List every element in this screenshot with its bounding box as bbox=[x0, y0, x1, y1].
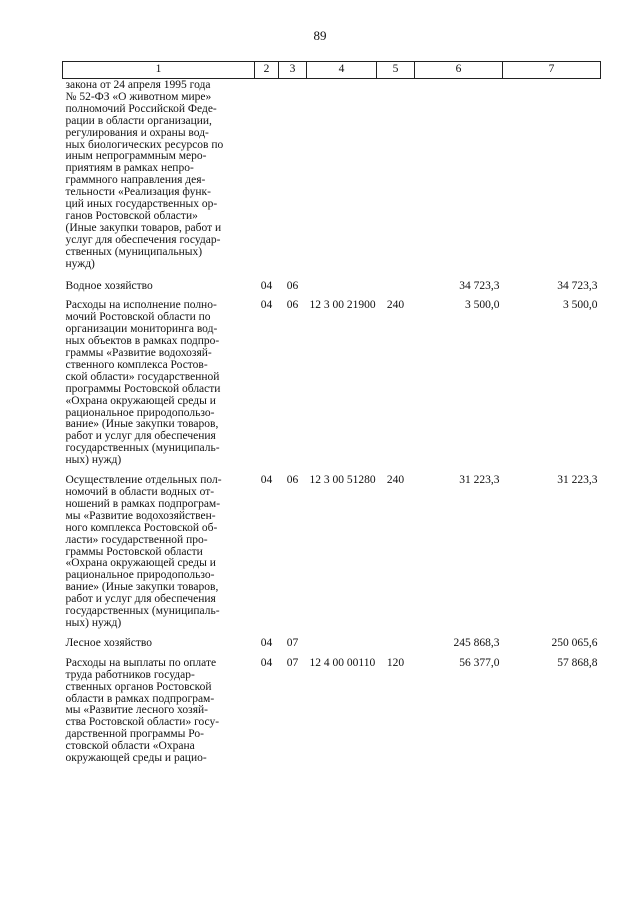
expense-type-code bbox=[377, 79, 415, 277]
description-line: стовской области «Охрана bbox=[65, 740, 195, 753]
target-article-code: 12 3 00 51280 bbox=[309, 474, 376, 487]
description-line: труда работников государ- bbox=[65, 668, 195, 681]
description-line: дарственной программы Ро- bbox=[65, 728, 204, 741]
column-header-2: 2 bbox=[255, 62, 279, 79]
description-line: закона от 24 апреля 1995 года bbox=[65, 79, 211, 91]
description-line: окружающей среды и рацио- bbox=[65, 752, 207, 765]
description-line: ных биологических ресурсов по bbox=[65, 138, 224, 151]
subsection-code: 06 bbox=[286, 474, 299, 487]
description-line: вание» (Иные закупки товаров, bbox=[65, 418, 219, 431]
page-number: 89 bbox=[313, 28, 327, 43]
description-line: мы «Развитие лесного хозяй- bbox=[65, 704, 208, 717]
row-description bbox=[63, 471, 255, 634]
description-line: Осуществление отдельных пол- bbox=[65, 474, 222, 487]
description-line: ных) нужд) bbox=[65, 454, 122, 467]
table-row bbox=[63, 654, 601, 765]
description-line: полномочий Российской Феде- bbox=[65, 102, 217, 115]
table-row bbox=[63, 296, 601, 471]
column-header-5: 5 bbox=[377, 62, 415, 79]
amount-year-2: 31 223,3 bbox=[557, 474, 598, 487]
amount-year-1: 245 868,3 bbox=[453, 636, 500, 649]
description-line: мочий Ростовской области по bbox=[65, 311, 211, 324]
table-body bbox=[63, 79, 601, 765]
description-line: государственных (муниципаль- bbox=[65, 605, 220, 618]
amount-year-1: 31 223,3 bbox=[459, 474, 500, 487]
amount-year-1: 3 500,0 bbox=[465, 299, 500, 312]
description-line: рациональное природопользо- bbox=[65, 569, 215, 582]
description-line: услуг для обеспечения государ- bbox=[65, 233, 221, 246]
section-code bbox=[255, 79, 279, 277]
target-article-code bbox=[307, 277, 377, 297]
description-line: ства Ростовской области» госу- bbox=[65, 716, 220, 729]
description-line: граммы «Развитие водохозяй- bbox=[65, 347, 212, 360]
expense-type-code bbox=[377, 634, 415, 654]
description-line: ных) нужд) bbox=[65, 616, 122, 629]
row-description bbox=[63, 277, 255, 297]
description-line: номочий в области водных от- bbox=[65, 486, 215, 498]
description-line: ственных (муниципальных) bbox=[65, 245, 203, 258]
row-description bbox=[63, 296, 255, 471]
amount-year-2: 34 723,3 bbox=[557, 279, 598, 292]
expense-type-code bbox=[377, 277, 415, 297]
description-line: ных объектов в рамках подпро- bbox=[65, 335, 220, 348]
description-line: приятиям в рамках непро- bbox=[65, 162, 194, 175]
table-row bbox=[63, 471, 601, 634]
column-header-4: 4 bbox=[307, 62, 377, 79]
description-line: ской области» государственной bbox=[65, 370, 220, 383]
description-line: Расходы на исполнение полно- bbox=[65, 299, 217, 312]
amount-year-2: 57 868,8 bbox=[557, 656, 598, 669]
amount-year-1 bbox=[415, 79, 503, 277]
subsection-code: 07 bbox=[286, 656, 299, 669]
expense-type-code: 240 bbox=[386, 474, 405, 487]
description-line: ций иных государственных ор- bbox=[65, 198, 218, 211]
subsection-code: 07 bbox=[286, 636, 299, 649]
row-description bbox=[63, 654, 255, 765]
description-line: рациональное природопользо- bbox=[65, 406, 215, 419]
column-header-7: 7 bbox=[503, 62, 601, 79]
target-article-code bbox=[307, 634, 377, 654]
description-line: (Иные закупки товаров, работ и bbox=[65, 221, 222, 234]
subsection-code bbox=[279, 79, 307, 277]
description-line: области в рамках подпрограм- bbox=[65, 692, 215, 705]
description-line: ношений в рамках подпрограм- bbox=[65, 497, 221, 510]
description-line: Водное хозяйство bbox=[65, 279, 153, 292]
description-line: граммного направления дея- bbox=[65, 174, 206, 187]
description-line: регулирования и охраны вод- bbox=[65, 126, 209, 139]
section-code: 04 bbox=[260, 656, 273, 669]
description-line: ганов Ростовской области» bbox=[65, 209, 198, 222]
description-line: Расходы на выплаты по оплате bbox=[65, 656, 217, 669]
description-line: нужд) bbox=[65, 257, 95, 270]
amount-year-2 bbox=[503, 79, 601, 277]
description-line: программы Ростовской области bbox=[65, 382, 221, 395]
description-line: вание» (Иные закупки товаров, bbox=[65, 581, 219, 594]
amount-year-2: 250 065,6 bbox=[551, 636, 598, 649]
description-line: № 52-ФЗ «О животном мире» bbox=[65, 90, 212, 103]
description-line: работ и услуг для обеспечения bbox=[65, 430, 216, 443]
description-line: «Охрана окружающей среды и bbox=[65, 394, 216, 407]
column-header-1: 1 bbox=[63, 62, 255, 79]
description-line: тельности «Реализация функ- bbox=[65, 186, 211, 199]
description-line: иным непрограммным меро- bbox=[65, 150, 207, 163]
target-article-code: 12 4 00 00110 bbox=[309, 656, 376, 669]
description-line: ственного комплекса Ростов- bbox=[65, 358, 208, 371]
table-row bbox=[63, 79, 601, 277]
description-line: мы «Развитие водохозяйствен- bbox=[65, 509, 216, 522]
section-code: 04 bbox=[260, 279, 273, 292]
description-line: работ и услуг для обеспечения bbox=[65, 593, 216, 606]
subsection-code: 06 bbox=[286, 299, 299, 312]
row-description bbox=[63, 79, 255, 277]
description-line: организации мониторинга вод- bbox=[65, 323, 218, 336]
column-header-6: 6 bbox=[415, 62, 503, 79]
section-code: 04 bbox=[260, 474, 273, 487]
table-header bbox=[63, 62, 601, 79]
description-line: рации в области организации, bbox=[65, 114, 212, 127]
amount-year-1: 34 723,3 bbox=[459, 279, 500, 292]
expense-type-code: 120 bbox=[386, 656, 405, 669]
amount-year-1: 56 377,0 bbox=[459, 656, 500, 669]
description-line: государственных (муниципаль- bbox=[65, 442, 220, 455]
description-line: граммы Ростовской области bbox=[65, 545, 203, 558]
description-line: Лесное хозяйство bbox=[65, 636, 153, 649]
table-row bbox=[63, 277, 601, 297]
column-header-3: 3 bbox=[279, 62, 307, 79]
expense-type-code: 240 bbox=[386, 299, 405, 312]
row-description bbox=[63, 634, 255, 654]
target-article-code bbox=[307, 79, 377, 277]
subsection-code: 06 bbox=[286, 279, 299, 292]
description-line: ного комплекса Ростовской об- bbox=[65, 521, 218, 534]
target-article-code: 12 3 00 21900 bbox=[309, 299, 376, 312]
amount-year-2: 3 500,0 bbox=[563, 299, 598, 312]
section-code: 04 bbox=[260, 636, 273, 649]
description-line: ласти» государственной про- bbox=[65, 533, 208, 546]
description-line: ственных органов Ростовской bbox=[65, 680, 212, 693]
description-line: «Охрана окружающей среды и bbox=[65, 557, 216, 570]
table-row bbox=[63, 634, 601, 654]
budget-table bbox=[62, 61, 601, 765]
section-code: 04 bbox=[260, 299, 273, 312]
